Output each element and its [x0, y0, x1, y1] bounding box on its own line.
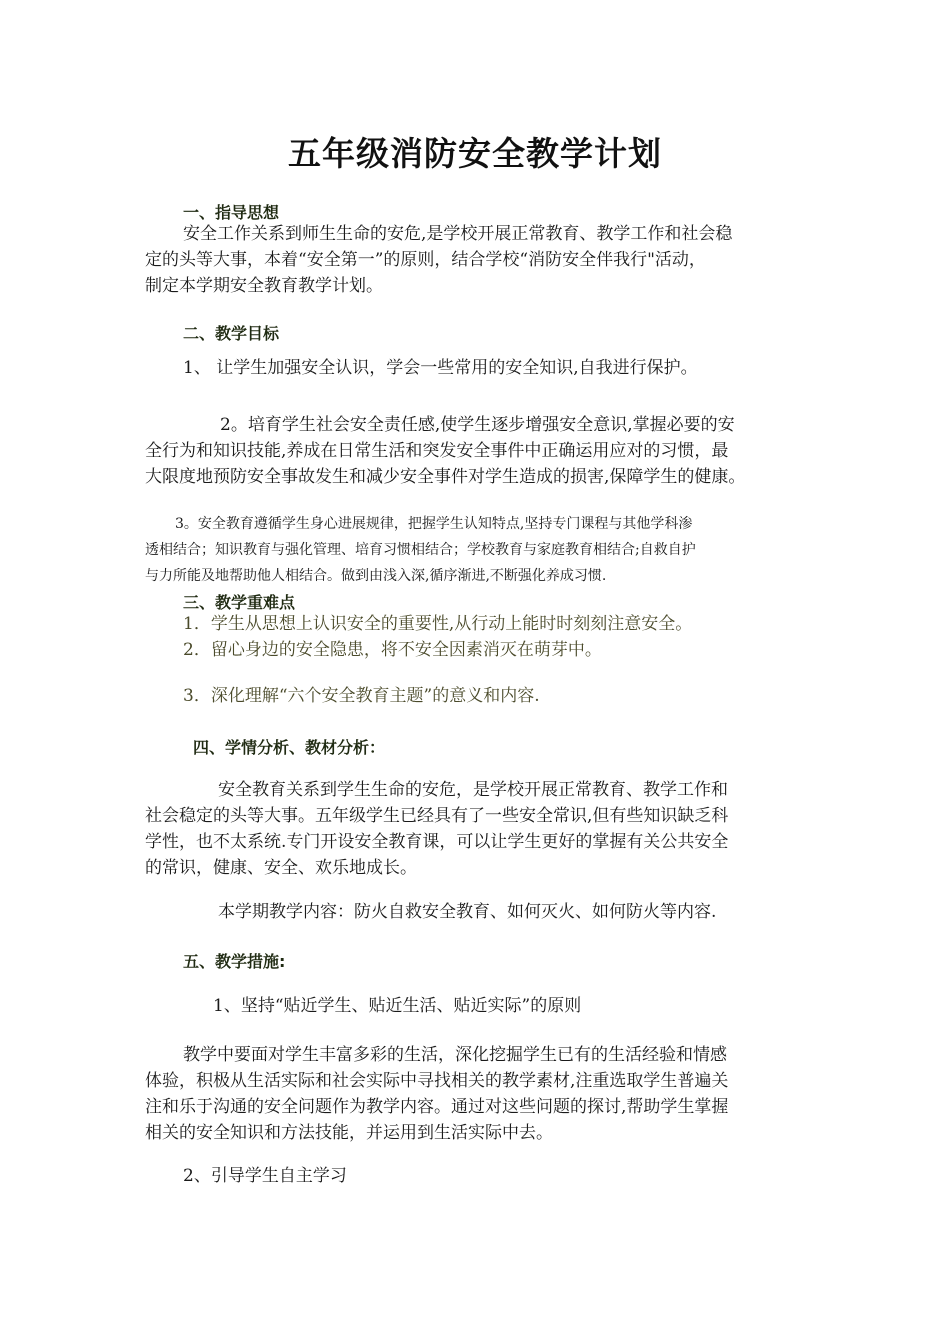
section-heading-guiding-thought: 一、指导思想: [183, 203, 280, 222]
measure-item-2: 2、引导学生自主学习: [183, 1166, 347, 1186]
section-heading-key-points: 三、教学重难点: [183, 593, 296, 612]
paragraph-line: 安全教育关系到学生生命的安危，是学校开展正常教育、教学工作和: [218, 780, 728, 800]
paragraph-line: 的常识，健康、安全、欢乐地成长。: [145, 858, 417, 878]
goal-item-2: [145, 412, 745, 490]
paragraph-line: 与力所能及地帮助他人相结合。做到由浅入深,循序渐进,不断强化养成习惯.: [145, 568, 607, 584]
analysis-paragraph: [145, 777, 728, 881]
goal-item-1: 1、 让学生加强安全认识，学会一些常用的安全知识,自我进行保护。: [183, 358, 698, 378]
document-title: 五年级消防安全教学计划: [288, 134, 662, 173]
section-heading-teaching-goals: 二、教学目标: [183, 324, 280, 343]
paragraph-line: 教学中要面对学生丰富多彩的生活，深化挖掘学生已有的生活经验和情感: [183, 1045, 727, 1065]
paragraph-line: 定的头等大事，本着“安全第一”的原则，结合学校“消防安全伴我行"活动，: [145, 250, 706, 270]
semester-content: 本学期教学内容：防火自救安全教育、如何灭火、如何防火等内容.: [218, 902, 717, 922]
paragraph-line: 体验，积极从生活实际和社会实际中寻找相关的教学素材,注重选取学生普遍关: [145, 1071, 729, 1091]
measure-item-1: 1、坚持“贴近学生、贴近生活、贴近实际”的原则: [213, 996, 582, 1016]
paragraph-line: 相关的安全知识和方法技能，并运用到生活实际中去。: [145, 1123, 553, 1143]
key-point-2: 2．留心身边的安全隐患，将不安全因素消灭在萌芽中。: [183, 640, 602, 660]
goal-item-3: [145, 511, 696, 589]
paragraph-line: 透相结合；知识教育与强化管理、培育习惯相结合；学校教育与家庭教育相结合;自救自护: [145, 542, 696, 558]
paragraph-line: 全行为和知识技能,养成在日常生活和突发安全事件中正确运用应对的习惯，最: [145, 441, 729, 461]
paragraph-line: 2。培育学生社会安全责任感,使学生逐步增强安全意识,掌握必要的安: [220, 415, 735, 435]
key-point-1: 1．学生从思想上认识安全的重要性,从行动上能时时刻刻注意安全。: [183, 614, 693, 634]
measure-paragraph: [145, 1042, 728, 1146]
paragraph-line: 安全工作关系到师生生命的安危,是学校开展正常教育、教学工作和社会稳: [183, 224, 733, 244]
guiding-thought-paragraph: [145, 221, 732, 299]
paragraph-line: 大限度地预防安全事故发生和减少安全事件对学生造成的损害,保障学生的健康。: [145, 467, 746, 487]
key-point-3: 3．深化理解“六个安全教育主题”的意义和内容.: [183, 686, 540, 706]
paragraph-line: 学性，也不太系统.专门开设安全教育课，可以让学生更好的掌握有关公共安全: [145, 832, 729, 852]
paragraph-line: 注和乐于沟通的安全问题作为教学内容。通过对这些问题的探讨,帮助学生掌握: [145, 1097, 729, 1117]
section-heading-measures: 五、教学措施:: [183, 952, 286, 971]
paragraph-line: 3。安全教育遵循学生身心进展规律，把握学生认知特点,坚持专门课程与其他学科渗: [175, 516, 693, 532]
section-heading-analysis: 四、学情分析、教材分析：: [193, 738, 386, 757]
paragraph-line: 制定本学期安全教育教学计划。: [145, 276, 383, 296]
paragraph-line: 社会稳定的头等大事。五年级学生已经具有了一些安全常识,但有些知识缺乏科: [145, 806, 729, 826]
